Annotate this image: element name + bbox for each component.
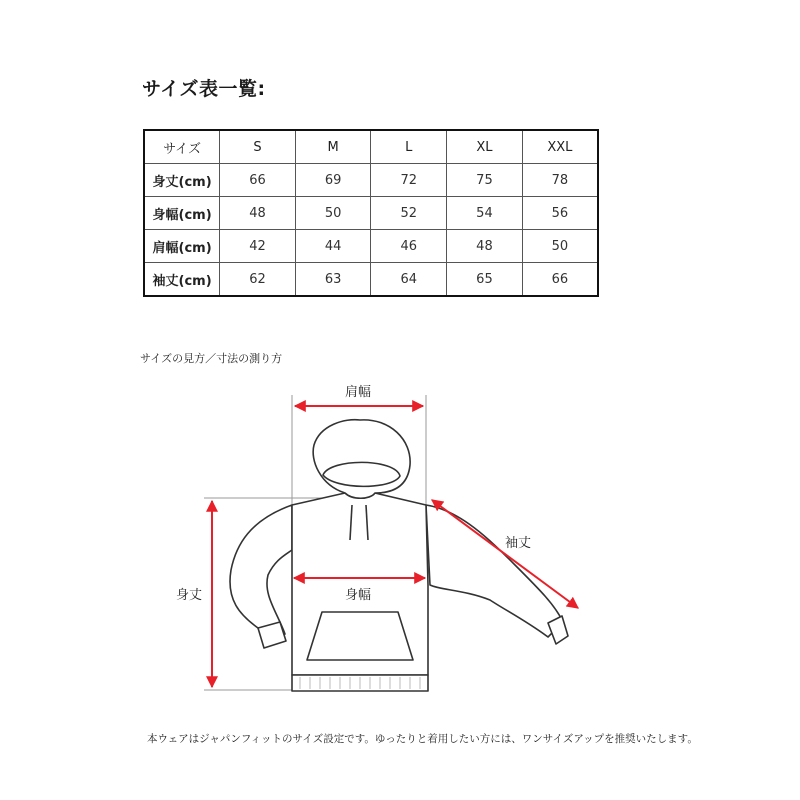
hoodie-icon (230, 420, 568, 691)
table-cell: 48 (220, 197, 296, 230)
row-label: 身丈(cm) (144, 164, 220, 197)
header-cell: L (371, 130, 447, 164)
table-cell: 63 (295, 263, 371, 297)
length-label: 身丈 (176, 588, 203, 603)
table-cell: 64 (371, 263, 447, 297)
header-cell: S (220, 130, 296, 164)
table-cell: 46 (371, 230, 447, 263)
header-cell: XL (447, 130, 523, 164)
header-cell: XXL (522, 130, 598, 164)
page-title: サイズ表一覧: (142, 78, 266, 100)
table-cell: 72 (371, 164, 447, 197)
table-cell: 42 (220, 230, 296, 263)
table-cell: 50 (295, 197, 371, 230)
table-cell: 54 (447, 197, 523, 230)
table-cell: 75 (447, 164, 523, 197)
table-cell: 44 (295, 230, 371, 263)
row-label: 袖丈(cm) (144, 263, 220, 297)
header-cell: サイズ (144, 130, 220, 164)
chest-label: 身幅 (345, 588, 372, 603)
table-cell: 50 (522, 230, 598, 263)
diagram-subtitle: サイズの見方／寸法の測り方 (140, 352, 283, 365)
sleeve-label: 袖丈 (505, 536, 532, 551)
table-cell: 52 (371, 197, 447, 230)
shoulder-label: 肩幅 (345, 385, 372, 400)
table-cell: 62 (220, 263, 296, 297)
row-label: 身幅(cm) (144, 197, 220, 230)
table-cell: 66 (522, 263, 598, 297)
table-cell: 78 (522, 164, 598, 197)
table-cell: 69 (295, 164, 371, 197)
table-cell: 48 (447, 230, 523, 263)
table-cell: 65 (447, 263, 523, 297)
header-cell: M (295, 130, 371, 164)
row-label: 肩幅(cm) (144, 230, 220, 263)
table-cell: 66 (220, 164, 296, 197)
fit-note: 本ウェアはジャパンフィットのサイズ設定です。ゆったりと着用したい方には、ワンサイズアップを推奨いたします。 (147, 733, 698, 745)
table-cell: 56 (522, 197, 598, 230)
